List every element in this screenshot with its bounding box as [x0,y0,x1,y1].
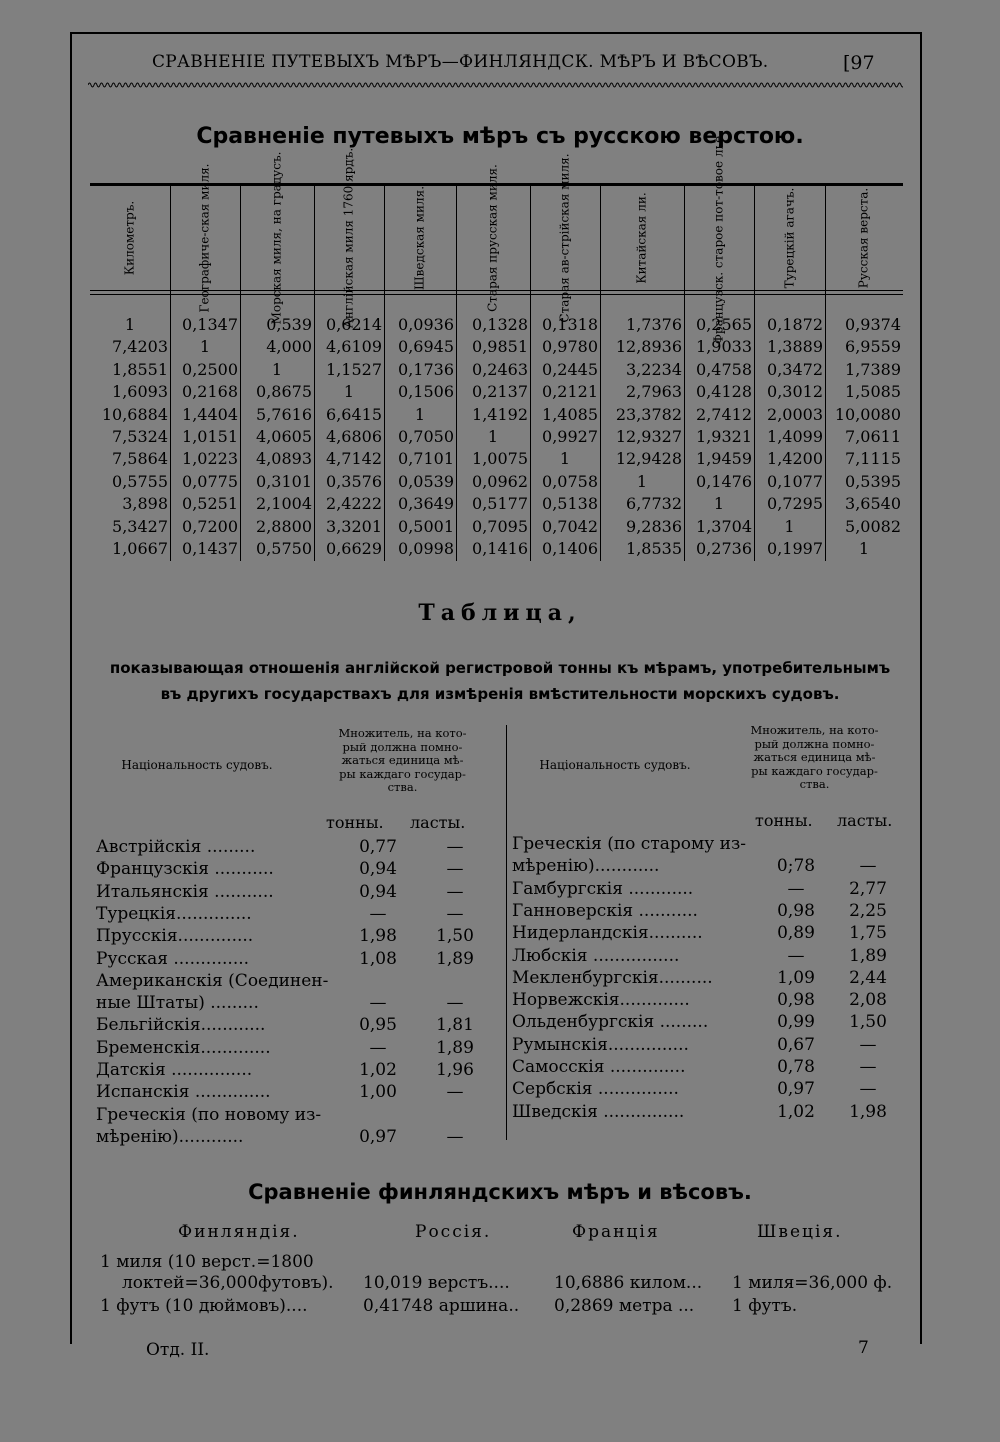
mile-definition: 1 миля (10 верст.=1800 [100,1252,314,1272]
table1-cell: 0,2137 [472,382,528,402]
left-tons-value: 1,08 [359,948,397,969]
left-lasts-value: 1,89 [436,948,474,969]
table1-cell: 1,0223 [182,449,238,469]
table1-cell: 0,1997 [767,539,823,558]
table1-cell: 1,4404 [182,404,238,424]
table1-cell: 0,5251 [182,494,238,514]
right-nation-label: Самосскія .............. [512,1057,686,1077]
right-lasts-value: 1,75 [849,923,887,944]
table1-cell: 0,1437 [182,539,238,558]
table1-cell: 1,0151 [182,427,238,446]
right-lasts-value: 1,98 [849,1101,887,1122]
table1-cell: 0,1077 [767,471,823,491]
table1-cell: 0,1872 [767,315,823,334]
table1-cell: 4,0893 [256,449,312,469]
table1-cell: 0,2500 [182,359,238,379]
right-nation-label: Гамбургскія ............ [512,878,694,899]
table3-title: Сравненіе финляндскихъ мѣръ и вѣсовъ. [248,1180,752,1204]
table1-column-header-text: Китайская ли. [634,192,649,284]
right-tons-value: 1,09 [777,967,815,988]
right-tons-value: — [787,945,805,966]
mile-finland: локтей=36,000футовъ). [122,1273,334,1293]
left-nation-label: Австрійскія ......... [96,837,256,857]
table1-cell: 0,5001 [398,516,454,536]
table1-cell: 0,1328 [472,315,528,334]
right-tons-value: 0,99 [777,1012,815,1033]
table1-cell: 23,3782 [615,404,682,424]
table1-column-header-text: Морская миля, на градусъ. [269,151,284,325]
left-lasts-value: — [446,859,464,880]
table1-column-header-text: Старая прусская миля. [485,164,500,312]
right-tons-value: 1,02 [777,1101,815,1122]
foot-russia: 0,41748 аршина.. [363,1296,520,1316]
table1-cell: 1,7389 [845,359,901,379]
left-lasts-value: — [446,1126,464,1147]
right-tons-value: 0,78 [777,1057,815,1077]
right-nation-label: Румынскія............... [512,1034,689,1055]
right-nation-label: Мекленбургскія.......... [512,967,713,988]
right-lasts-value: 2,08 [849,990,887,1011]
right-tons-value: 0,89 [777,923,815,944]
table1-cell: 2,0003 [767,404,823,424]
table1-column-header-text: Французск. старое пот-товое лье. [711,131,726,345]
unit-tons-right: тонны. [755,811,813,830]
left-tons-value: 1,98 [359,926,397,947]
unit-lasts-right: ласты. [837,811,893,830]
table1-cell: 0,1506 [398,382,454,402]
table1-cell: 1,1527 [326,359,382,379]
unit-tons-left: тонны. [326,813,384,832]
table1-cell: 0,6945 [398,337,454,357]
table1-cell: 1 [713,494,725,514]
table1-column-header [600,188,684,288]
right-lasts-value: 1,50 [849,1012,887,1033]
table1-cell: 0,2445 [542,359,598,379]
table1-cell: 0,0962 [472,471,528,491]
table1-cell: 3,6540 [845,494,901,514]
table1-cell: 0,2565 [696,315,752,334]
right-tons-value: 0,98 [777,900,815,921]
right-nation-label: Греческія (по старому из- [512,834,746,854]
left-lasts-value: — [446,881,464,902]
col-multiplier-left: Множитель, на кото- [338,726,467,740]
table1-cell: 0,7295 [767,494,823,514]
table2-title: Таблица, [418,600,582,626]
left-nation-label: Прусскія.............. [96,926,254,947]
left-tons-value: — [369,1037,387,1058]
left-tons-value: 0,94 [359,859,397,880]
table1-cell: 1 [271,359,283,379]
table1-column-header-text: Турецкій агачъ. [782,187,796,289]
table1-cell: 4,0605 [256,427,312,446]
table1-cell: 1,9321 [696,427,752,446]
table1-cell: 0,7200 [182,516,238,536]
table1-cell: 0,9780 [542,337,598,357]
left-nation-label: Бременскія............. [96,1037,271,1058]
table1-cell: 0,5138 [542,494,598,514]
table1-cell: 0,7050 [398,427,454,446]
left-lasts-value: — [446,837,464,857]
table1-column-header [825,188,903,288]
right-lasts-value: — [859,1079,877,1100]
table1-cell: 0,6629 [326,539,382,558]
table1-cell: 1,5085 [845,382,901,402]
table1-cell: 1,9033 [696,337,752,357]
table1-cell: 0,9374 [845,315,901,334]
left-nation-label: Датскія ............... [96,1060,253,1080]
col-multiplier-right: ры каждаго государ- [751,763,878,778]
table1-cell: 0,3472 [767,359,823,379]
table1-cell: 1,3704 [696,516,752,536]
table1-column-header-text: Русская верста. [856,187,871,289]
right-lasts-value: — [859,1034,877,1055]
left-lasts-value: 1,96 [436,1060,474,1080]
left-nation-label: Бельгійскія............ [96,1015,266,1036]
table1-cell: 1,4099 [767,427,823,446]
table1-cell: 0,0998 [398,539,454,558]
table2-center-separator [506,725,507,1140]
table1-cell: 0,7042 [542,516,598,536]
table1-cell: 0,7095 [472,516,528,536]
table1-column-header [530,153,600,323]
table1-cell: 0,1318 [542,315,598,334]
left-tons-value: — [369,903,387,924]
country-sweden: Швеція. [757,1222,843,1242]
right-nation-label: мѣренію)............ [512,856,660,877]
left-lasts-value: — [446,903,464,924]
foot-finland: 1 футъ (10 дюймовъ).... [100,1296,308,1316]
table1-cell: 0,1736 [398,359,454,379]
table1-cell: 2,8800 [256,516,312,536]
left-nation-label: Итальянскія ........... [96,881,274,902]
table1-cell: 0,0539 [398,471,454,491]
table1-cell: 1,8535 [626,539,682,558]
table1-cell: 12,9327 [615,427,682,446]
right-nation-label: Ольденбургскія ......... [512,1012,709,1033]
table1-cell: 5,7616 [256,404,312,424]
table1-cell: 6,9559 [845,337,901,357]
table1-cell: 0,5755 [112,471,168,491]
signature-mark: 7 [858,1338,869,1358]
right-tons-value: 0,98 [777,990,815,1011]
country-france: Франція [572,1222,660,1242]
left-nation-label: Французскія ........... [96,859,274,880]
table1-cell: 2,7412 [696,404,752,424]
table1-cell: 5,0082 [845,516,901,536]
mile-france: 10,6886 килом... [554,1273,703,1293]
table1-cell: 0,4758 [696,359,752,379]
mile-russia: 10,019 верстъ.... [363,1273,510,1293]
table1-column-header [754,188,825,288]
table1-column-header [90,188,170,288]
right-tons-value: 0,67 [777,1034,815,1055]
col-multiplier-left: ства. [387,780,418,794]
table1-cell: 1,9459 [696,449,752,469]
col-multiplier-right: ства. [799,777,830,791]
country-finland: Финляндія. [178,1222,300,1242]
table2-subtitle-2: въ другихъ государствахъ для измѣренія вмѣстительности морскихъ судовъ. [160,685,840,703]
table1-cell: 1 [124,315,136,334]
table1-cell: 7,4203 [112,337,168,357]
table1-cell: 0,0775 [182,471,238,491]
left-lasts-value: 1,89 [436,1037,474,1058]
table1-cell: 12,8936 [615,337,682,357]
right-nation-label: Любскія ................ [512,945,680,966]
table1-cell: 0,6214 [326,315,382,334]
table1-cell: 7,5324 [112,427,168,446]
table1-cell: 4,6109 [326,337,382,357]
left-lasts-value: — [446,1082,464,1103]
table1-cell: 1 [636,471,648,491]
table1-cell: 7,1115 [845,449,901,469]
table1-cell: 10,6884 [101,404,168,424]
table1-cell: 5,3427 [112,516,168,536]
table1-cell: 0,9927 [542,427,598,446]
mile-sweden: 1 миля=36,000 ф. [732,1273,893,1293]
table1-cell: 0,8675 [256,382,312,402]
table1-column-header [384,185,456,291]
left-lasts-value: 1,81 [436,1015,474,1036]
table1-column-header [456,164,530,312]
table1-column-header-text: Шведская миля. [412,185,427,291]
table1-cell: 0,0936 [398,315,454,334]
table1-cell: 1,7376 [626,315,682,334]
running-title: СРАВНЕНІЕ ПУТЕВЫХЪ МѢРЪ—ФИНЛЯНДСК. МѢРЪ И ВѢСОВЪ. [152,52,769,72]
left-lasts-value: 1,50 [436,926,474,947]
table1-cell: 0,3576 [326,471,382,491]
table1-cell: 1,6093 [112,382,168,402]
table1-cell: 0,2736 [696,539,752,558]
table1-cell: 0,0758 [542,471,598,491]
table1-cell: 3,898 [122,494,168,514]
table1-cell: 4,6806 [326,427,382,446]
right-lasts-value: 2,77 [849,878,887,899]
table1-cell: 9,2836 [626,516,682,536]
left-tons-value: 0,94 [359,881,397,902]
table1-cell: 7,5864 [112,449,168,469]
table1-cell: 1,4085 [542,404,598,424]
table1-cell: 1 [858,539,870,558]
table1-cell: 4,7142 [326,449,382,469]
table1-cell: 0,1416 [472,539,528,558]
table2-subtitle-1: показывающая отношенія англійской регистровой тонны къ мѣрамъ, употребительнымъ [109,659,891,677]
table1-column-header-text: Географиче-ская миля. [197,163,212,313]
wavy-rule [88,80,903,90]
table1-cell: 0,539 [266,315,312,334]
table1-cell: 1 [487,427,499,446]
right-nation-label: Шведскія ............... [512,1101,685,1122]
col-multiplier-right: Множитель, на кото- [750,723,879,737]
left-nation-label: Испанскія .............. [96,1082,271,1103]
table1-cell: 1 [343,382,355,402]
table1-cell: 0,7101 [398,449,454,469]
table1-cell: 0,3012 [767,382,823,402]
table1-cell: 0,9851 [472,337,528,357]
table1-cell: 1,0667 [112,539,168,558]
right-tons-value: 0;78 [776,856,816,877]
table1-cell: 3,2234 [626,359,682,379]
table1-cell: 1,0075 [472,449,528,469]
table1-cell: 7,0611 [845,427,901,446]
table1-cell: 0,2463 [472,359,528,379]
right-nation-label: Сербскія ............... [512,1079,679,1100]
table1-cell: 0,2121 [542,382,598,402]
table1-cell: 1,4192 [472,404,528,424]
left-nation-label: Русская .............. [96,948,250,969]
table1-cell: 1 [559,449,571,469]
table1-cell: 0,4128 [696,382,752,402]
table1-cell: 0,1476 [696,471,752,491]
right-lasts-value: — [859,1057,877,1077]
right-tons-value: — [787,878,805,899]
table1-cell: 1,8551 [112,359,168,379]
table1-cell: 2,4222 [326,494,382,514]
col-nationality-left: Національность судовъ. [121,758,273,772]
table1-cell: 0,2168 [182,382,238,402]
right-lasts-value: 1,89 [849,945,887,966]
table1-cell: 3,3201 [326,516,382,536]
left-tons-value: — [369,993,387,1014]
foot-sweden: 1 футъ. [732,1296,798,1316]
col-multiplier-left: рый должна помно- [342,739,463,754]
table1-cell: 1 [199,337,211,357]
right-lasts-value: 2,44 [849,967,887,988]
left-nation-label: Американскія (Соединен- [96,970,329,991]
table1-cell: 1 [414,404,426,424]
right-nation-label: Нидерландскія.......... [512,923,703,944]
col-multiplier-right: жаться единица мѣ- [753,750,876,764]
col-multiplier-left: ры каждаго государ- [339,766,466,781]
country-russia: Россія. [415,1222,492,1242]
table1-cell: 6,7732 [626,494,682,514]
table1-cell: 10,0080 [834,404,901,424]
left-tons-value: 1,00 [359,1082,397,1103]
section-label: Отд. II. [146,1340,210,1360]
table1-cell: 2,1004 [256,494,312,514]
table1-cell: 0,5177 [472,494,528,514]
foot-france: 0,2869 метра ... [554,1296,695,1316]
table1-cell: 4,000 [266,337,312,357]
table1-cell: 0,1347 [182,315,238,334]
table1-cell: 0,5395 [845,471,901,491]
table1-cell: 1,4200 [767,449,823,469]
table1-cell: 0,5750 [256,539,312,558]
table1-column-header-text: Англійская миля 1760 ярдъ. [341,147,356,329]
page-number: [97 [843,52,875,74]
left-nation-label: мѣренію)............ [96,1126,244,1147]
table1-cell: 1 [784,516,795,536]
table1-column-header [170,163,240,313]
col-multiplier-right: рый должна помно- [754,736,875,751]
unit-lasts-left: ласты. [410,813,466,832]
right-nation-label: Ганноверскія ........... [512,900,698,921]
left-lasts-value: — [446,993,464,1014]
table1-cell: 1,3889 [767,337,823,357]
left-nation-label: ные Штаты) ......... [96,993,259,1014]
col-multiplier-left: жаться единица мѣ- [341,753,464,767]
right-lasts-value: — [859,856,877,877]
table1-title: Сравненіе путевыхъ мѣръ съ русскою верстою. [196,124,804,149]
left-tons-value: 0,95 [359,1015,397,1036]
right-nation-label: Норвежскія............. [512,990,690,1011]
table1-cell: 6,6415 [326,404,382,424]
table1-cell: 0,1406 [542,539,598,558]
table1-cell: 0,3649 [398,494,454,514]
table1-cell: 0,3101 [256,471,312,491]
left-nation-label: Турецкія.............. [96,903,252,924]
right-tons-value: 0,97 [777,1079,815,1100]
table1-cell: 2,7963 [626,382,682,402]
left-nation-label: Греческія (по новому из- [96,1104,322,1125]
left-tons-value: 0,77 [359,837,397,857]
table1-column-header-text: Километръ. [122,200,137,276]
right-lasts-value: 2,25 [849,900,887,921]
left-tons-value: 0,97 [359,1126,397,1147]
table1-column-header-text: Старая ав-стрійская миля. [557,153,572,323]
col-nationality-right: Національность судовъ. [539,758,691,772]
table1-cell: 12,9428 [615,449,682,469]
left-tons-value: 1,02 [359,1060,397,1080]
